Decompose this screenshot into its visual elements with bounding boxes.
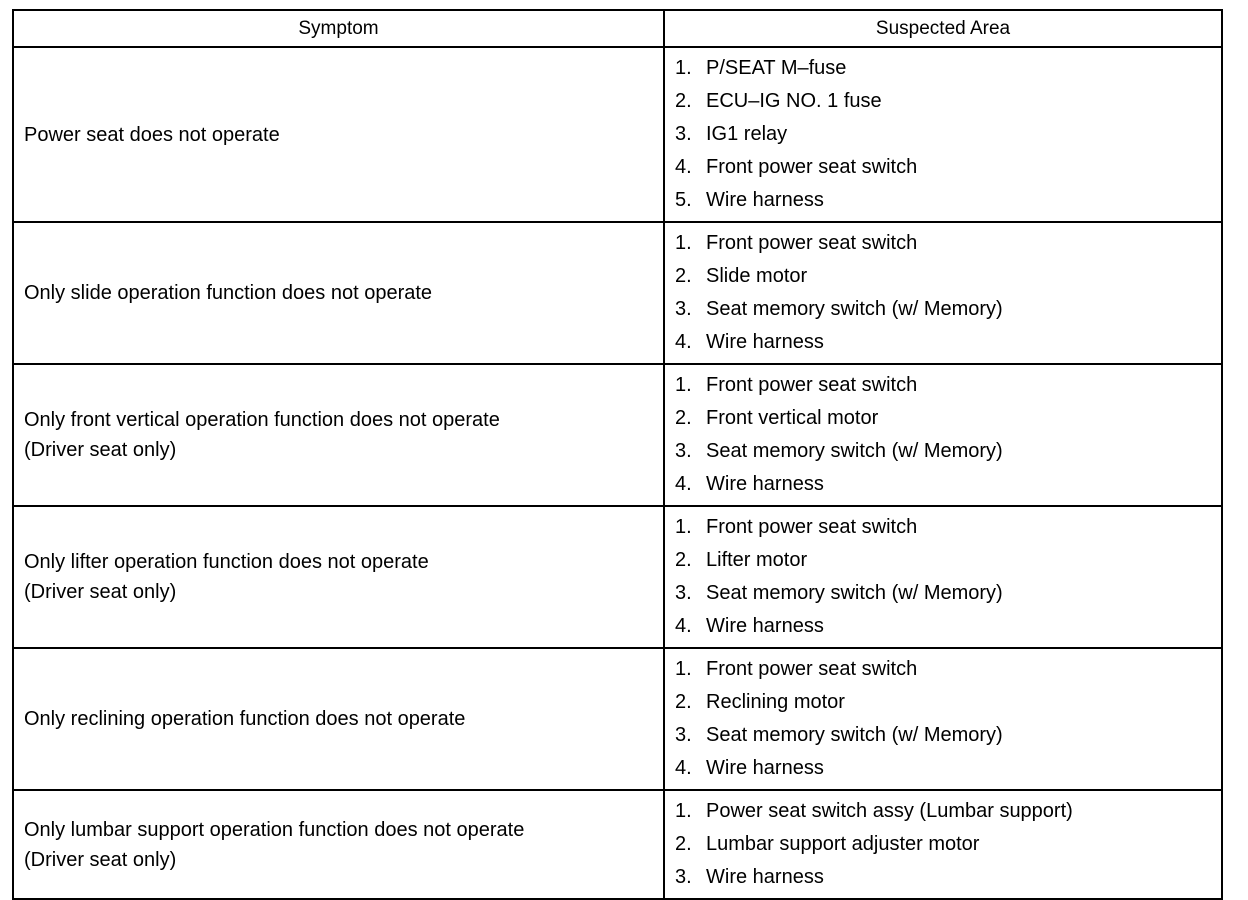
- symptom-line: Only reclining operation function does not operate: [24, 708, 466, 730]
- item-text: Wire harness: [706, 331, 824, 353]
- item-text: IG1 relay: [706, 123, 788, 145]
- item-number: 4.: [675, 331, 692, 353]
- item-text: Seat memory switch (w/ Memory): [706, 298, 1003, 320]
- suspected-area-list: [675, 653, 1221, 785]
- item-number: 2.: [675, 90, 692, 112]
- list-item: [675, 52, 1221, 85]
- item-text: P/SEAT M–fuse: [706, 57, 847, 79]
- symptom-line: Only front vertical operation function does not operate: [24, 409, 500, 431]
- item-text: Power seat switch assy (Lumbar support): [706, 800, 1073, 822]
- symptom-line: Only slide operation function does not operate: [24, 282, 433, 304]
- item-number: 1.: [675, 374, 692, 396]
- list-item: [675, 653, 1221, 686]
- troubleshooting-table: [12, 9, 1223, 900]
- item-number: 3.: [675, 440, 692, 462]
- item-text: Wire harness: [706, 757, 824, 779]
- item-text: Wire harness: [706, 615, 824, 637]
- suspected-area-list: [675, 795, 1221, 894]
- item-number: 4.: [675, 757, 692, 779]
- item-text: Front power seat switch: [706, 374, 918, 396]
- list-item: [675, 85, 1221, 118]
- table-row: [13, 222, 1222, 364]
- item-number: 3.: [675, 866, 692, 888]
- item-number: 1.: [675, 658, 692, 680]
- item-text: Wire harness: [706, 189, 824, 211]
- symptom-note: (Driver seat only): [24, 581, 177, 603]
- table-row: [13, 648, 1222, 790]
- list-item: [675, 227, 1221, 260]
- item-number: 1.: [675, 516, 692, 538]
- item-text: ECU–IG NO. 1 fuse: [706, 90, 882, 112]
- item-number: 5.: [675, 189, 692, 211]
- list-item: [675, 260, 1221, 293]
- item-text: Front power seat switch: [706, 156, 918, 178]
- item-text: Lifter motor: [706, 549, 808, 571]
- list-item: [675, 719, 1221, 752]
- item-text: Wire harness: [706, 866, 824, 888]
- item-number: 4.: [675, 615, 692, 637]
- item-number: 3.: [675, 123, 692, 145]
- symptom-cell: [13, 648, 664, 790]
- item-number: 2.: [675, 265, 692, 287]
- item-number: 4.: [675, 156, 692, 178]
- suspected-area-cell: [664, 222, 1222, 364]
- table-row: [13, 790, 1222, 899]
- symptom-line: Only lumbar support operation function does not operate: [24, 818, 525, 841]
- list-item: [675, 468, 1221, 501]
- symptom-note: (Driver seat only): [24, 439, 177, 461]
- table-row: [13, 47, 1222, 222]
- list-item: [675, 326, 1221, 359]
- item-text: Seat memory switch (w/ Memory): [706, 582, 1003, 604]
- item-number: 3.: [675, 582, 692, 604]
- list-item: [675, 435, 1221, 468]
- item-number: 2.: [675, 549, 692, 571]
- header-suspected-area: Suspected Area: [664, 10, 1222, 47]
- list-item: [675, 118, 1221, 151]
- header-symptom: Symptom: [13, 10, 664, 47]
- symptom-line: Power seat does not operate: [24, 123, 280, 146]
- suspected-area-list: [675, 369, 1221, 501]
- suspected-area-list: [675, 52, 1221, 217]
- symptom-cell: [13, 364, 664, 506]
- item-number: 3.: [675, 298, 692, 320]
- list-item: [675, 577, 1221, 610]
- symptom-note: (Driver seat only): [24, 848, 177, 871]
- list-item: [675, 686, 1221, 719]
- item-text: Slide motor: [706, 265, 808, 287]
- list-item: [675, 795, 1221, 828]
- symptom-cell: [13, 222, 664, 364]
- list-item: [675, 752, 1221, 785]
- item-text: Front power seat switch: [706, 658, 918, 680]
- item-number: 1.: [675, 232, 692, 254]
- list-item: [675, 402, 1221, 435]
- list-item: [675, 828, 1221, 861]
- symptom-cell: [13, 790, 664, 899]
- item-text: Wire harness: [706, 473, 824, 495]
- item-number: 2.: [675, 407, 692, 429]
- item-number: 2.: [675, 691, 692, 713]
- table-row: [13, 364, 1222, 506]
- header-row: [13, 10, 1222, 47]
- symptom-cell: [13, 47, 664, 222]
- item-text: Front power seat switch: [706, 232, 918, 254]
- item-text: Reclining motor: [706, 691, 845, 713]
- table-row: [13, 506, 1222, 648]
- suspected-area-list: [675, 227, 1221, 359]
- list-item: [675, 610, 1221, 643]
- suspected-area-cell: [664, 790, 1222, 899]
- item-number: 3.: [675, 724, 692, 746]
- item-text: Front vertical motor: [706, 407, 879, 429]
- item-text: Front power seat switch: [706, 516, 918, 538]
- list-item: [675, 293, 1221, 326]
- item-text: Seat memory switch (w/ Memory): [706, 440, 1003, 462]
- list-item: [675, 511, 1221, 544]
- suspected-area-cell: [664, 47, 1222, 222]
- list-item: [675, 369, 1221, 402]
- suspected-area-cell: [664, 364, 1222, 506]
- symptom-cell: [13, 506, 664, 648]
- item-number: 4.: [675, 473, 692, 495]
- list-item: [675, 151, 1221, 184]
- list-item: [675, 544, 1221, 577]
- item-number: 1.: [675, 800, 692, 822]
- item-number: 2.: [675, 833, 692, 855]
- item-text: Seat memory switch (w/ Memory): [706, 724, 1003, 746]
- suspected-area-cell: [664, 648, 1222, 790]
- list-item: [675, 184, 1221, 217]
- suspected-area-cell: [664, 506, 1222, 648]
- symptom-line: Only lifter operation function does not operate: [24, 551, 429, 573]
- suspected-area-list: [675, 511, 1221, 643]
- item-text: Lumbar support adjuster motor: [706, 833, 980, 855]
- item-number: 1.: [675, 57, 692, 79]
- list-item: [675, 861, 1221, 894]
